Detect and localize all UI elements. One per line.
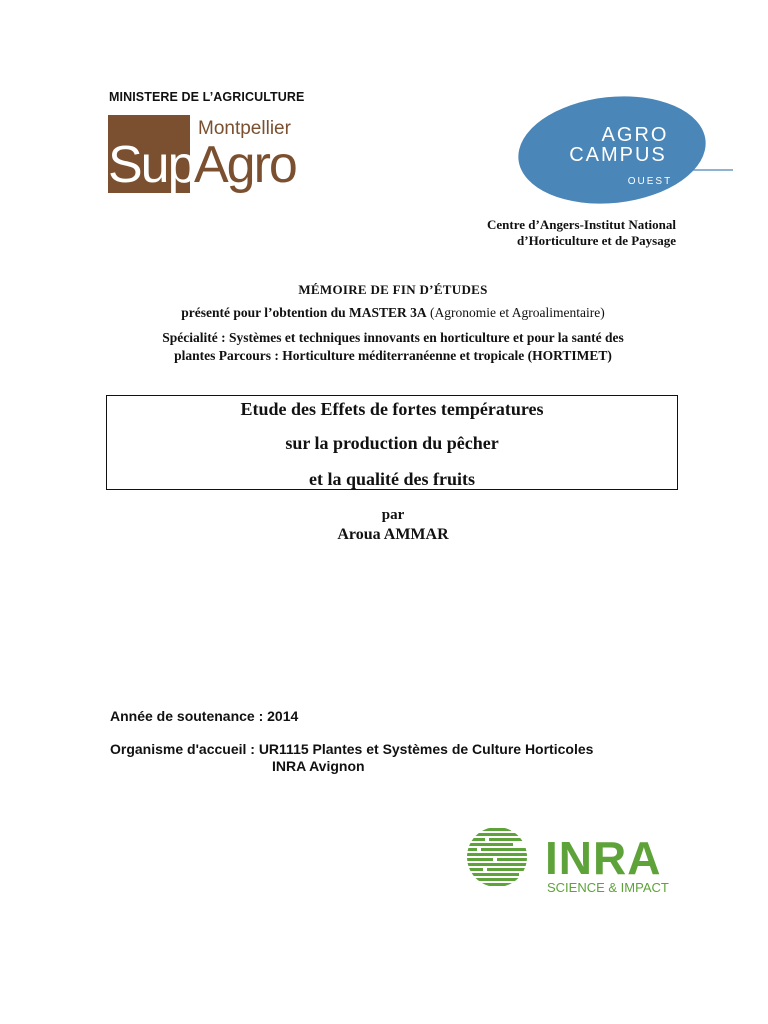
inra-logo-emblem <box>463 828 529 886</box>
thesis-title-line-3: et la qualité des fruits <box>309 469 475 489</box>
thesis-title-line-1: Etude des Effets de fortes températures <box>240 399 544 419</box>
specialite-line-2: plantes Parcours : Horticulture méditerranéenne et tropicale (HORTIMET) <box>174 348 612 363</box>
centre-line-2: d’Horticulture et de Paysage <box>517 233 676 248</box>
host-organism-location: INRA Avignon <box>272 758 365 774</box>
specialite-line-1: Spécialité : Systèmes et techniques innovants en horticulture et pour la santé des <box>162 330 624 345</box>
memoire-heading: MÉMOIRE DE FIN D’ÉTUDES <box>298 282 488 297</box>
inra-logo-name: INRA <box>545 832 662 884</box>
presente-line <box>0 305 768 321</box>
host-organism: Organisme d'accueil : UR1115 Plantes et Systèmes de Culture Horticoles <box>110 741 594 757</box>
supagro-logo-montpellier: Montpellier <box>198 118 291 139</box>
inra-logo <box>455 824 685 899</box>
thesis-title-line-2: sur la production du pêcher <box>285 433 499 453</box>
defense-year: Année de soutenance : 2014 <box>110 708 299 724</box>
agrocampus-logo <box>515 94 735 206</box>
supagro-logo-agro: Agro <box>194 136 296 194</box>
presente-rest: (Agronomie et Agroalimentaire) <box>426 305 605 320</box>
author-name: Aroua AMMAR <box>337 526 449 543</box>
inra-logo-tagline: SCIENCE & IMPACT <box>547 880 669 895</box>
supagro-logo-sup: Sup <box>108 136 195 194</box>
centre-address <box>487 217 676 249</box>
presente-bold: présenté pour l’obtention du MASTER 3A <box>181 305 427 320</box>
agrocampus-logo-ouest: OUEST <box>627 176 673 187</box>
specialite-text <box>110 329 676 365</box>
supagro-logo <box>108 115 308 195</box>
agrocampus-logo-campus: CAMPUS <box>569 144 667 166</box>
par-label: par <box>381 507 405 523</box>
agrocampus-logo-agro: AGRO <box>601 124 669 146</box>
ministry-header: MINISTERE DE L’AGRICULTURE <box>109 90 305 104</box>
thesis-title-box <box>106 395 678 490</box>
centre-line-1: Centre d’Angers-Institut National <box>487 217 676 232</box>
